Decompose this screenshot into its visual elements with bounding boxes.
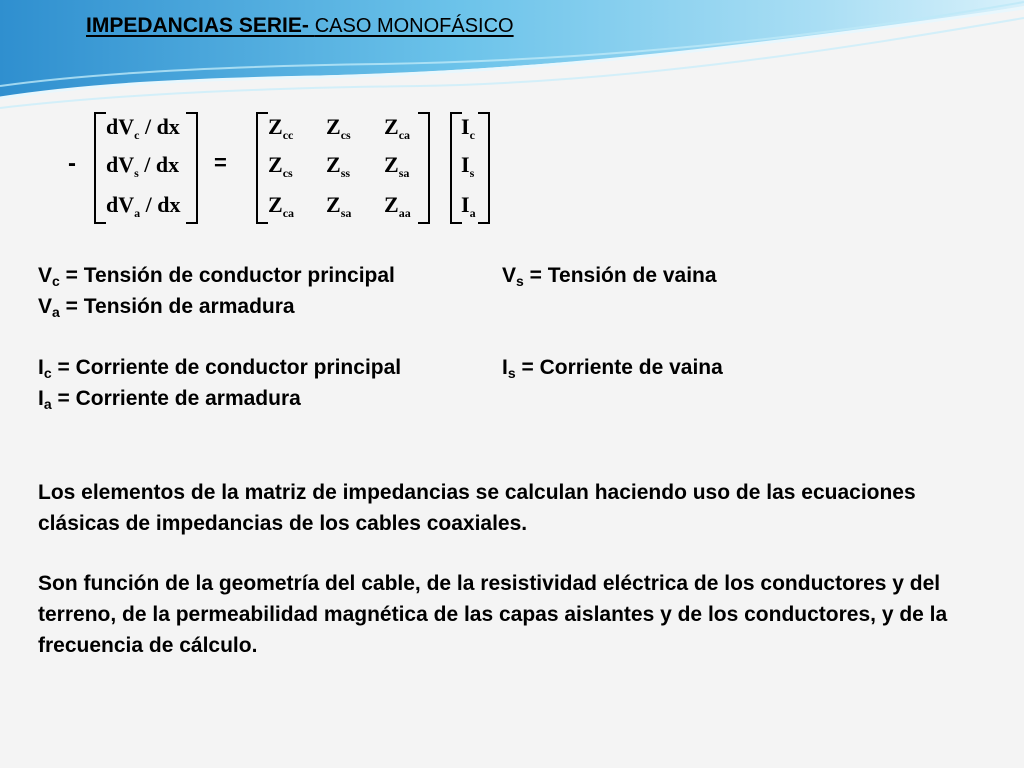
lhs-row-s: $dV_s$ / dx [106,152,180,180]
definition-vs: $V_s$ = Tensión de vaina [502,264,717,289]
z-cell: $Z_{cc}$ [268,114,294,142]
paragraph-dependencies: Son función de la geometría del cable, de la resistividad eléctrica de los conductores y del terreno, de la permeabilidad magnética de las capas aislantes y de los conductores, y de la frecuencia de cálculo. [38,572,948,657]
equation-equals-sign: = [214,150,227,175]
definition-ic: $I_c$ = Corriente de conductor principal [38,356,402,381]
definition-vc: $V_c$ = Tensión de conductor principal [38,264,395,289]
z-cell: $Z_{sa}$ [326,192,352,220]
title-rest: CASO MONOFÁSICO [314,15,514,37]
lhs-bracket-right [186,112,198,224]
i-cell: $I_a$ [461,192,476,220]
paragraph-matrix-elements: Los elementos de la matriz de impedancias se calculan haciendo uso de las ecuaciones clásicas de impedancias de los cables coaxiales. [38,481,916,535]
z-cell: $Z_{ss}$ [326,152,351,180]
z-cell: $Z_{sa}$ [384,152,410,180]
slide-title [86,14,514,38]
definition-is: $I_s$ = Corriente de vaina [502,356,723,381]
z-cell: $Z_{ca}$ [268,192,295,220]
z-cell: $Z_{aa}$ [384,192,411,220]
equation-minus-sign: - [68,150,76,177]
z-matrix-bracket-right [418,112,430,224]
z-matrix-bracket-left [256,112,268,224]
z-cell: $Z_{cs}$ [326,114,351,142]
title-main: IMPEDANCIAS SERIE- [86,14,315,37]
i-cell: $I_c$ [461,114,475,142]
lhs-bracket-left [94,112,106,224]
i-vector-bracket-right [478,112,490,224]
z-cell: $Z_{cs}$ [268,152,293,180]
lhs-row-c: $dV_c$ / dx [106,114,180,142]
z-cell: $Z_{ca}$ [384,114,411,142]
definition-ia: $I_a$ = Corriente de armadura [38,387,301,412]
definition-va: $V_a$ = Tensión de armadura [38,295,295,320]
lhs-row-a: $dV_a$ / dx [106,192,181,220]
i-cell: $I_s$ [461,152,475,180]
